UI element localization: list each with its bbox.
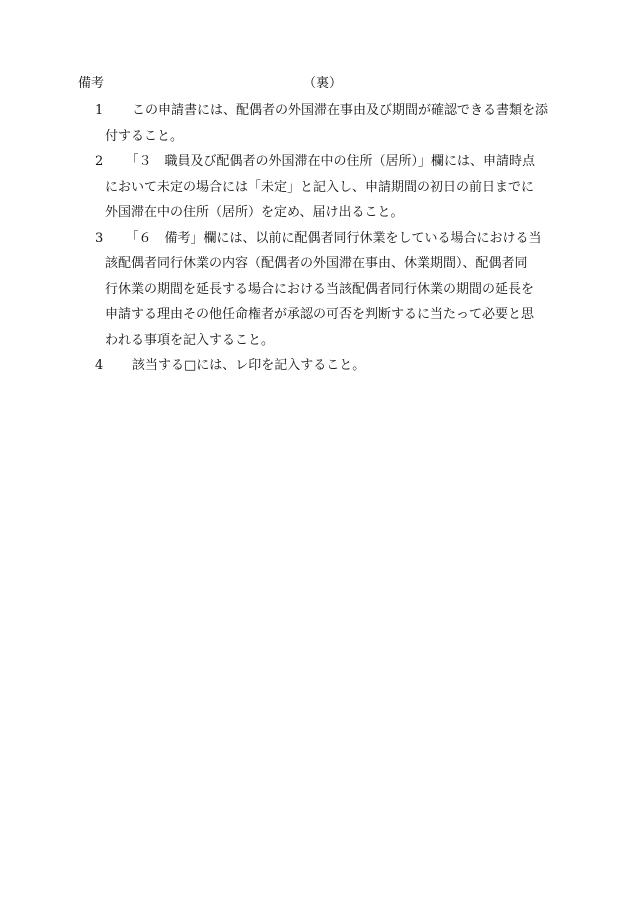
note-line: 外国滞在中の住所（居所）を定め、届け出ること。 [105, 205, 404, 220]
remarks-heading: 備考 [78, 76, 105, 91]
back-side-label: （裏） [303, 76, 343, 91]
note-line: われる事項を記入すること。 [105, 332, 275, 348]
note-line: 該当する□には、レ印を記入すること。 [119, 358, 366, 373]
note-text [105, 98, 585, 149]
note-number: 1 [95, 103, 104, 118]
note-item-3 [95, 226, 585, 354]
note-text [105, 149, 585, 226]
note-line: 行休業の期間を延長する場合における当該配偶者同行休業の期間の延長を [105, 281, 535, 297]
note-text [119, 353, 585, 379]
notes-list [95, 98, 585, 379]
note-number: 2 [95, 154, 104, 169]
note-number: 4 [95, 358, 104, 373]
note-line: 付すること。 [105, 128, 184, 144]
note-item-4 [95, 353, 585, 379]
note-text [105, 226, 585, 354]
note-line: この申請書には、配偶者の外国滞在事由及び期間が確認できる書類を添 [119, 103, 549, 118]
note-line: 「６ 備考」欄には、以前に配偶者同行休業をしている場合における当 [119, 230, 542, 246]
note-line: において未定の場合には「未定」と記入し、申請期間の初日の前日までに [105, 179, 535, 195]
note-number: 3 [95, 230, 104, 246]
note-line: 「３ 職員及び配偶者の外国滞在中の住所（居所）」欄には、申請時点 [119, 154, 536, 169]
note-line: 該配偶者同行休業の内容（配偶者の外国滞在事由、休業期間）、配偶者同 [105, 256, 528, 271]
note-line: 申請する理由その他任命権者が承認の可否を判断するに当たって必要と思 [105, 307, 535, 322]
note-item-2 [95, 149, 585, 226]
note-item-1 [95, 98, 585, 149]
document-header [78, 74, 558, 94]
